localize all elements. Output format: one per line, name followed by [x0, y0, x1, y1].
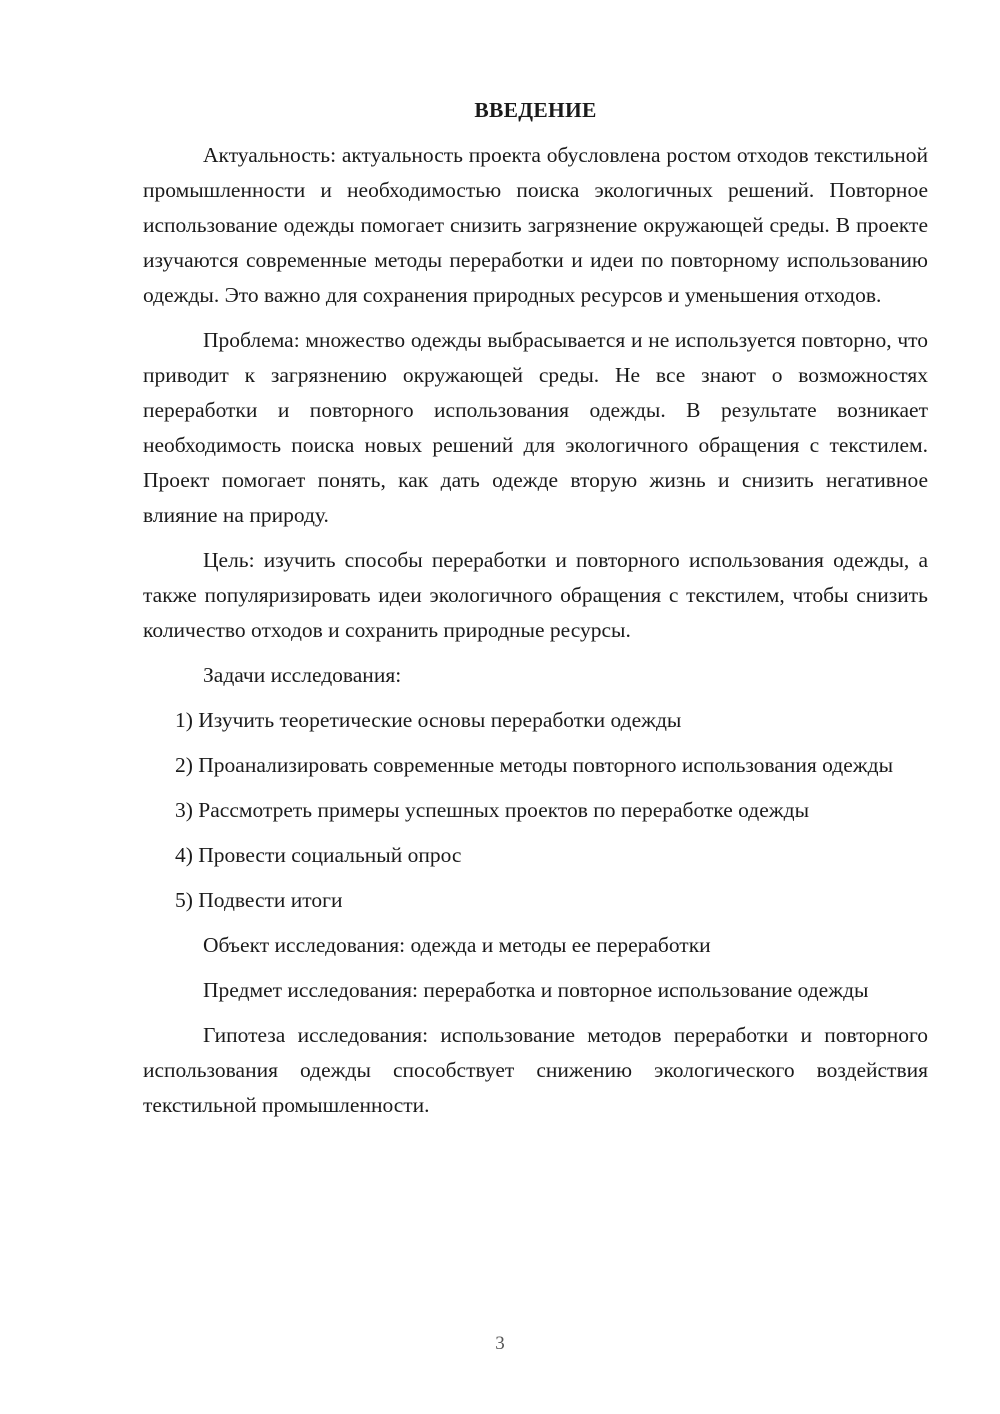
- goal-paragraph: Цель: изучить способы переработки и повторного использования одежды, а также популяризировать идеи экологичного обращения с текстилем, чтобы снизить количество отходов и сохранить природные ресурсы.: [143, 548, 928, 642]
- task-item-2: 2) Проанализировать современные методы повторного использования одежды: [175, 753, 894, 777]
- problem-paragraph: Проблема: множество одежды выбрасывается и не используется повторно, что приводит к загрязнению окружающей среды. Не все знают о возможностях переработки и повторного использования одежды. В результате возникает необходимость поиска новых решений для экологичного обращения с текстилем. Проект помогает понять, как дать одежде вторую жизнь и снизить негативное влияние на природу.: [143, 328, 928, 527]
- page-number: 3: [495, 1333, 505, 1354]
- research-object-paragraph: Объект исследования: одежда и методы ее переработки: [203, 933, 711, 957]
- task-item-3: 3) Рассмотреть примеры успешных проектов по переработке одежды: [175, 798, 810, 822]
- task-item-1: 1) Изучить теоретические основы переработки одежды: [175, 708, 682, 732]
- research-subject-paragraph: Предмет исследования: переработка и повторное использование одежды: [203, 978, 869, 1002]
- hypothesis-paragraph: Гипотеза исследования: использование методов переработки и повторного использования одежды способствует снижению экологического воздействия текстильной промышленности.: [143, 1023, 928, 1117]
- task-item-4: 4) Провести социальный опрос: [175, 843, 462, 867]
- document-page: [143, 92, 928, 1133]
- section-heading: ВВЕДЕНИЕ: [474, 98, 597, 122]
- relevance-paragraph: Актуальность: актуальность проекта обусловлена ростом отходов текстильной промышленности и необходимостью поиска экологичных решений. Повторное использование одежды помогает снизить загрязнение окружающей среды. В проекте изучаются современные методы переработки и идеи по повторному использованию одежды. Это важно для сохранения природных ресурсов и уменьшения отходов.: [143, 143, 928, 307]
- tasks-heading: Задачи исследования:: [203, 663, 402, 687]
- task-item-5: 5) Подвести итоги: [175, 888, 343, 912]
